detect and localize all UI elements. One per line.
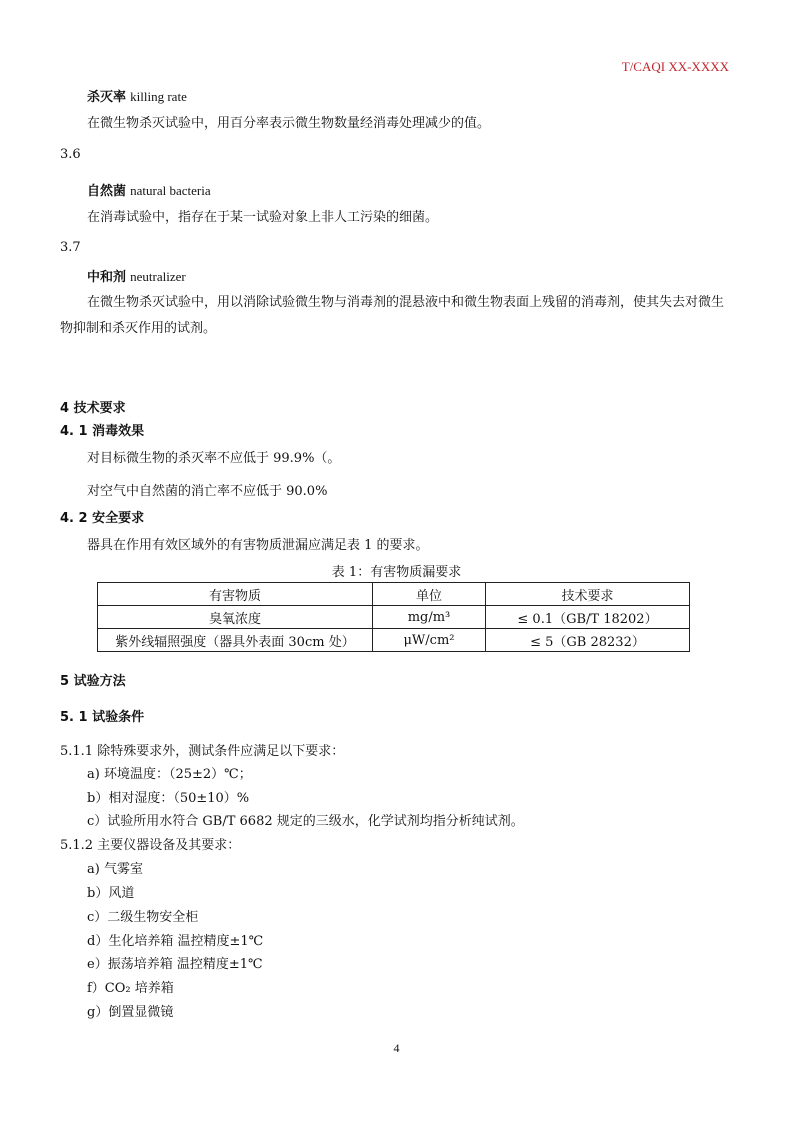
requirement-line: 对目标微生物的杀灭率不应低于 99.9%（。 xyxy=(87,451,341,466)
list-item: c）试验所用水符合 GB/T 6682 规定的三级水，化学试剂均指分析纯试剂。 xyxy=(87,814,524,829)
clause-number-3-6: 3.6 xyxy=(60,147,81,162)
table-cell: ≤ 5（GB 28232） xyxy=(486,629,690,652)
table-cell: 紫外线辐照强度（器具外表面 30cm 处） xyxy=(98,629,373,652)
definition-neutralizer: 在微生物杀灭试验中，用以消除试验微生物与消毒剂的混悬液中和微生物表面上残留的消毒剂，使其失去对微生物抑制和杀灭作用的试剂。 xyxy=(60,295,725,336)
definition-killing-rate: 在微生物杀灭试验中，用百分率表示微生物数量经消毒处理减少的值。 xyxy=(87,116,491,131)
table-cell: mg/m³ xyxy=(373,606,486,629)
requirement-line: 对空气中自然菌的消亡率不应低于 90.0% xyxy=(87,484,328,499)
list-item: d）生化培养箱 温控精度±1℃ xyxy=(87,934,264,949)
table-cell: μW/cm² xyxy=(373,629,486,652)
table-cell: 臭氧浓度 xyxy=(98,606,373,629)
table-row xyxy=(98,629,690,652)
term-natural-bacteria xyxy=(87,180,211,199)
section-4-2-heading: 4. 2 安全要求 xyxy=(60,511,145,526)
definition-natural-bacteria: 在消毒试验中，指存在于某一试验对象上非人工污染的细菌。 xyxy=(87,210,439,225)
table-header-row xyxy=(98,583,690,606)
table-header-cell: 技术要求 xyxy=(486,583,690,606)
clause-5-1-1-title: 5.1.1 除特殊要求外，测试条件应满足以下要求： xyxy=(60,744,345,759)
term-zh: 杀灭率 xyxy=(87,90,127,105)
list-item: b）相对湿度：（50±10）% xyxy=(87,791,250,806)
term-killing-rate xyxy=(87,86,187,105)
safety-requirement-text: 器具在作用有效区域外的有害物质泄漏应满足表 1 的要求。 xyxy=(87,538,429,553)
term-en: natural bacteria xyxy=(130,183,211,198)
hazard-table xyxy=(97,582,690,652)
list-item: a) 气雾室 xyxy=(87,862,143,877)
list-item: g）倒置显微镜 xyxy=(87,1005,174,1020)
clause-5-1-2-title: 5.1.2 主要仪器设备及其要求： xyxy=(60,838,241,853)
table-header-cell: 单位 xyxy=(373,583,486,606)
section-4-heading: 4 技术要求 xyxy=(60,401,126,416)
clause-number-3-7: 3.7 xyxy=(60,240,81,255)
list-item: e）振荡培养箱 温控精度±1℃ xyxy=(87,957,263,972)
section-4-1-heading: 4. 1 消毒效果 xyxy=(60,424,145,439)
term-neutralizer xyxy=(87,266,186,285)
table-caption: 表 1：有害物质漏要求 xyxy=(331,565,462,580)
list-item: a) 环境温度：（25±2）℃； xyxy=(87,767,252,782)
table-cell: ≤ 0.1（GB/T 18202） xyxy=(486,606,690,629)
page-number: 4 xyxy=(393,1041,400,1055)
section-5-heading: 5 试验方法 xyxy=(60,674,126,689)
term-zh: 自然菌 xyxy=(87,184,127,199)
list-item: b）风道 xyxy=(87,886,135,901)
list-item: f）CO₂ 培养箱 xyxy=(87,981,174,996)
term-zh: 中和剂 xyxy=(87,270,127,285)
section-5-1-heading: 5. 1 试验条件 xyxy=(60,710,145,725)
table-row xyxy=(98,606,690,629)
list-item: c）二级生物安全柜 xyxy=(87,910,199,925)
table-header-cell: 有害物质 xyxy=(98,583,373,606)
term-en: neutralizer xyxy=(130,269,186,284)
document-code: T/CAQI XX-XXXX xyxy=(621,59,729,74)
term-en: killing rate xyxy=(130,89,187,104)
